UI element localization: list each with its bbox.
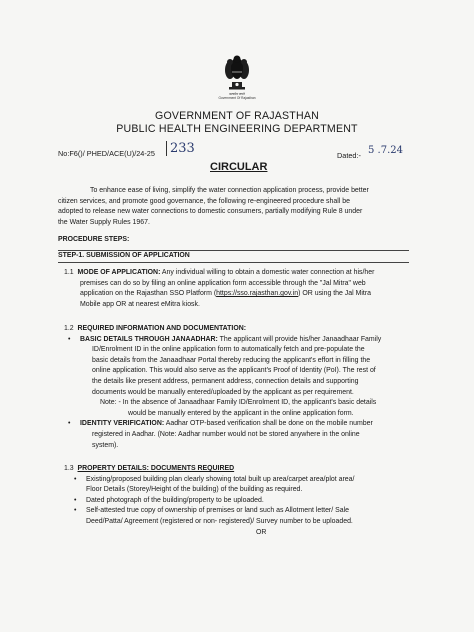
bullet-icon: •	[74, 496, 77, 504]
document-title: CIRCULAR	[210, 161, 268, 173]
bullet-icon: •	[68, 335, 71, 343]
reference-number: No:F6()/ PHED/ACE(U)/24-25	[58, 149, 155, 158]
note-line: Note: - In the absence of Janaadhaar Family ID/Enrolment ID, the applicant's basic details	[100, 399, 377, 407]
handwritten-number: 233	[166, 141, 195, 156]
sso-link[interactable]: https://sso.rajasthan.gov.in	[216, 290, 299, 298]
header-government: GOVERNMENT OF RAJASTHAN	[155, 110, 319, 122]
section-1-1: 1.1 MODE OF APPLICATION: Any individual willing to obtain a domestic water connection at his/her premises can do so by filing an online application form accessible through the "Jal Mitra" web application on the Rajasthan SSO Platform (https://sso.rajasthan.gov.in) OR using the Jal Mitra Mobile app OR at nearest eMitra kiosk.	[64, 269, 375, 308]
section-1-3: 1.3 PROPERTY DETAILS: DOCUMENTS REQUIRED • Existing/proposed building plan clearly showing total built up area/carpet area/plot area/ Floor Details (Storey/Height of the building) of the building as required. • Dated photograph of the building/property to be uploaded. • Self-attested true copy of ownership of premises or land such as Allotment letter/ Sale Deed/Patta/ Agreement (registered or non- registered)/ Survey number to be uploaded. OR	[64, 464, 416, 538]
step1-heading: STEP-1. SUBMISSION OF APPLICATION	[58, 252, 190, 259]
or-separator: OR	[256, 528, 267, 536]
dated-label: Dated:-	[337, 151, 361, 160]
header-department: PUBLIC HEALTH ENGINEERING DEPARTMENT	[116, 123, 358, 135]
emblem-caption: सत्यमेव जयते Government Of Rajasthan	[218, 92, 256, 100]
note-line: would be manually entered by the applicant in the online application form.	[128, 409, 354, 417]
state-emblem-icon	[215, 52, 259, 94]
handwritten-date: 5 .7.24	[368, 145, 403, 156]
bullet-icon: •	[68, 420, 71, 428]
section-1-2: 1.2 REQUIRED INFORMATION AND DOCUMENTATION: • BASIC DETAILS THROUGH JANAADHAR: The applicant will provide his/her Janaadhaar Family ID/Enrolment ID in the online application form to automatically fetch and pre-populate the basic details from the Janaadhaar Portal thereby reducing the applicant's effort in filling the online application. This would also serve as the applicant's Proof of Identity (PoI). The rest of the details like present address, permanent address, connection details and supporting documents would be manually entered/uploaded by the applicant as per requirement. Note: - In the absence of Janaadhaar Family ID/Enrolment ID, the applicant's basic details would be manually entered by the applicant in the online application form. • IDENTITY VERIFICATION: Aadhar OTP-based verification shall be done on the mobile number registered in Aadhar. (Note: Aadhar number would not be stored anywhere in the online system).	[64, 324, 416, 451]
procedure-heading: PROCEDURE STEPS:	[58, 236, 130, 243]
intro-paragraph: To enhance ease of living, simplify the water connection application process, provide better citizen services, and promote good governance, the following re-engineered procedure shall be adopted to release new water connections to domestic consumers, partially modifying Rule 8 under the Water Supply Rules 1967.	[58, 187, 369, 226]
bullet-icon: •	[74, 507, 77, 515]
bullet-icon: •	[74, 475, 77, 483]
divider	[58, 262, 409, 263]
